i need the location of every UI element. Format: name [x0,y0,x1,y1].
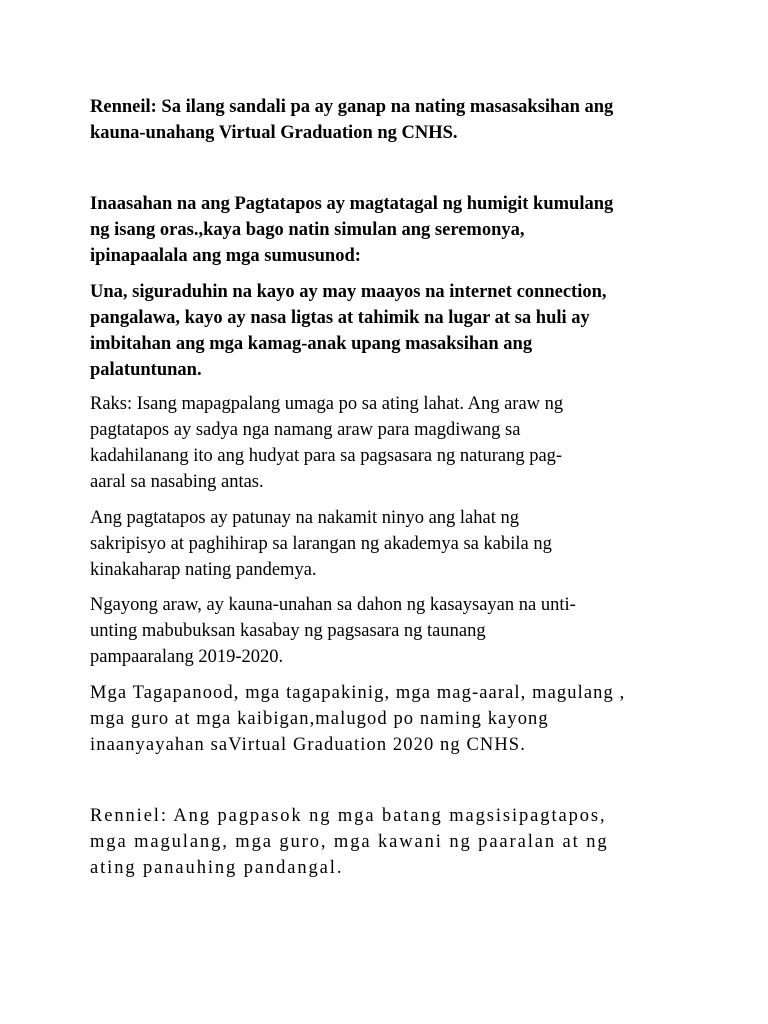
text-line: ipinapaalala ang mga sumusunod: [90,246,361,266]
text-line: pagtatapos ay sadya nga namang araw para magdiwang sa [90,420,521,440]
text-line: Ang pagtatapos ay patunay na nakamit ninyo ang lahat ng [90,508,519,528]
text-line: palatuntunan. [90,360,202,380]
text-line: mga magulang, mga guro, mga kawani ng paaralan at ng [90,832,609,852]
text-line: pangalawa, kayo ay nasa ligtas at tahimik na lugar at sa huli ay [90,308,590,328]
text-line: pampaaralang 2019-2020. [90,647,284,667]
text-line: ating panauhing pandangal. [90,858,344,878]
paragraph-duration-notice [90,191,710,269]
paragraph-renniel-entrance [90,803,710,881]
text-line: Ngayong araw, ay kauna-unahan sa dahon ng kasaysayan na unti- [90,595,576,615]
text-line: mga guro at mga kaibigan,malugod po naming kayong [90,709,549,729]
text-line: kinakaharap nating pandemya. [90,560,317,580]
text-line: Renneil: Sa ilang sandali pa ay ganap na nating masasaksihan ang [90,97,614,117]
text-line: Inaasahan na ang Pagtatapos ay magtatagal ng humigit kumulang [90,194,614,214]
text-line: ng isang oras.,kaya bago natin simulan ang seremonya, [90,220,525,240]
paragraph-invitation [90,680,710,758]
paragraph-renneil-intro [90,94,710,146]
text-line: Una, siguraduhin na kayo ay may maayos na internet connection, [90,282,607,302]
text-line: Mga Tagapanood, mga tagapakinig, mga mag-aaral, magulang , [90,683,626,703]
paragraph-achievement [90,505,710,583]
paragraph-history [90,592,710,670]
paragraph-reminders [90,279,710,383]
text-line: Raks: Isang mapagpalang umaga po sa ating lahat. Ang araw ng [90,394,564,414]
text-line: aaral sa nasabing antas. [90,472,264,492]
text-line: sakripisyo at paghihirap sa larangan ng akademya sa kabila ng [90,534,552,554]
text-line: inaanyayahan saVirtual Graduation 2020 ng CNHS. [90,735,526,755]
text-line: kadahilanang ito ang hudyat para sa pagsasara ng naturang pag- [90,446,563,466]
text-line: unting mabubuksan kasabay ng pagsasara ng taunang [90,621,486,641]
paragraph-raks-greeting [90,391,710,495]
text-line: imbitahan ang mga kamag-anak upang masaksihan ang [90,334,533,354]
text-line: Renniel: Ang pagpasok ng mga batang magsisipagtapos, [90,806,607,826]
text-line: kauna-unahang Virtual Graduation ng CNHS. [90,123,458,143]
